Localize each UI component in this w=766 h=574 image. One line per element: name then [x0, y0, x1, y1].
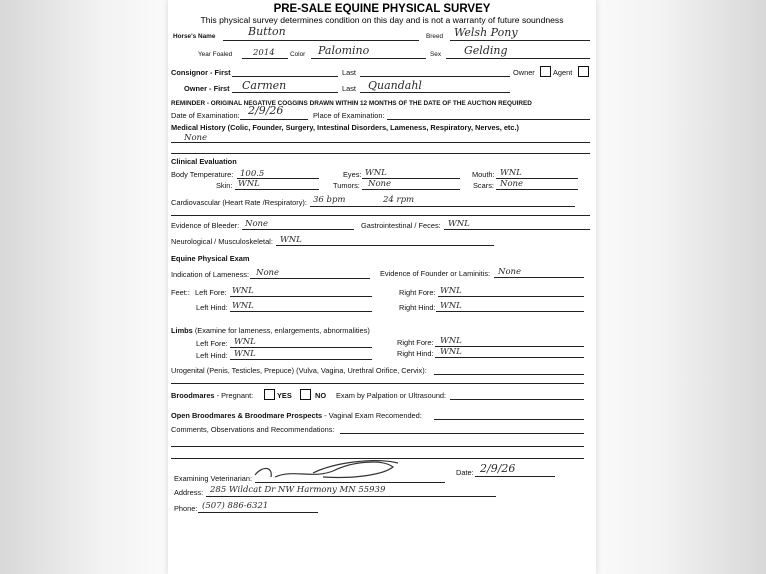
body-temp-label: Body Temperature:	[171, 170, 234, 179]
vaginal-exam-line	[434, 419, 584, 420]
limbs-label: Limbs	[171, 326, 193, 335]
limbs-right-fore-value: WNL	[440, 336, 462, 346]
color-label: Color	[290, 51, 306, 58]
address-value: 285 Wildcat Dr NW Harmony MN 55939	[210, 485, 386, 495]
sex-line	[446, 58, 590, 59]
skin-value: WNL	[238, 179, 260, 189]
breed-label: Breed	[426, 33, 444, 40]
broodmares-label: Broodmares	[171, 391, 215, 400]
owner-last-line	[360, 92, 510, 93]
date-of-exam-line	[240, 119, 308, 120]
skin-label: Skin:	[216, 181, 233, 190]
owner-checkbox[interactable]	[540, 66, 551, 77]
feet-right-fore-label: Right Fore:	[399, 288, 436, 297]
breed-value: Welsh Pony	[454, 26, 518, 39]
comments-label: Comments, Observations and Recommendations:	[171, 425, 335, 434]
cardio-label: Cardiovascular (Heart Rate /Respiratory):	[171, 198, 307, 207]
agent-checkbox-label: Agent	[553, 68, 573, 77]
gastro-label: Gastrointestinal / Feces:	[361, 221, 441, 230]
founder-label: Evidence of Founder or Laminitis:	[380, 269, 491, 278]
owner-first-value: Carmen	[242, 79, 287, 92]
owner-first-label: Owner - First	[184, 84, 230, 93]
vet-signature-image	[253, 455, 403, 485]
heart-rate-value: 36 bpm	[313, 195, 346, 205]
coggins-reminder: REMINDER - ORIGINAL NEGATIVE COGGINS DRAWN WITHIN 12 MONTHS OF THE DATE OF THE AUCTION REQUIRED	[171, 100, 532, 107]
comments-line-2	[171, 446, 584, 447]
address-label: Address:	[174, 488, 204, 497]
gastro-value: WNL	[448, 219, 470, 229]
examining-vet-label: Examining Veterinarian:	[174, 474, 253, 483]
clinical-evaluation-heading: Clinical Evaluation	[171, 157, 237, 166]
open-broodmares-label: Open Broodmares & Broodmare Prospects	[171, 411, 323, 420]
limbs-left-hind-label: Left Hind:	[196, 351, 228, 360]
medical-history-label: Medical History (Colic, Founder, Surgery, Intestinal Disorders, Lameness, Respiratory, Nerves, etc.)	[171, 123, 520, 132]
horse-name-line	[223, 40, 419, 41]
feet-right-hind-label: Right Hind:	[399, 303, 436, 312]
feet-left-fore-value: WNL	[232, 286, 254, 296]
feet-left-hind-label: Left Hind:	[196, 303, 228, 312]
survey-form-sheet	[168, 0, 596, 574]
limbs-right-hind-value: WNL	[440, 347, 462, 357]
sex-label: Sex	[430, 51, 442, 58]
mouth-label: Mouth:	[472, 170, 495, 179]
year-foaled-label: Year Foaled	[198, 51, 233, 58]
limbs-left-hind-value: WNL	[234, 349, 256, 359]
bleeder-value: None	[245, 219, 269, 229]
cardio-line-2	[171, 215, 590, 216]
open-broodmares-row	[171, 411, 422, 420]
medical-history-line-1	[171, 142, 590, 143]
eyes-label: Eyes:	[343, 170, 362, 179]
form-subtitle: This physical survey determines condition on this day and is not a warranty of future soundness	[200, 15, 564, 25]
urogenital-line-2	[171, 383, 584, 384]
limbs-right-fore-label: Right Fore:	[397, 338, 434, 347]
date-of-exam-label: Date of Examination:	[171, 111, 240, 120]
consignor-first-line	[232, 76, 338, 77]
medical-history-line-2	[171, 153, 590, 154]
feet-label: Feet::	[171, 288, 190, 297]
lameness-label: Indication of Lameness:	[171, 270, 250, 279]
pregnant-yes-checkbox[interactable]	[264, 389, 275, 400]
pregnant-label: - Pregnant:	[216, 391, 254, 400]
equine-exam-heading: Equine Physical Exam	[171, 254, 250, 263]
agent-checkbox[interactable]	[578, 66, 589, 77]
eyes-value: WNL	[365, 168, 387, 178]
neuro-line	[276, 245, 494, 246]
consignor-last-label: Last	[342, 68, 356, 77]
body-temp-value: 100.5	[240, 169, 265, 179]
phone-line	[198, 512, 318, 513]
neuro-value: WNL	[280, 235, 302, 245]
place-of-exam-label: Place of Examination:	[313, 111, 385, 120]
limbs-note: (Examine for lameness, enlargements, abnormalities)	[194, 326, 370, 335]
sex-value: Gelding	[464, 44, 508, 57]
urogenital-label: Urogenital (Penis, Testicles, Prepuce) (Vulva, Vagina, Urethral Orifice, Cervix):	[171, 366, 427, 375]
urogenital-line	[434, 374, 584, 375]
pregnant-yes-label: YES	[277, 391, 292, 400]
feet-left-fore-label: Left Fore:	[195, 288, 227, 297]
comments-line-1	[340, 433, 584, 434]
owner-last-label: Last	[342, 84, 356, 93]
tumors-label: Tumors:	[333, 181, 360, 190]
horse-name-label: Horse's Name	[173, 33, 216, 40]
exam-by-label: Exam by Palpation or Ultrasound:	[336, 391, 447, 400]
mouth-value: WNL	[500, 168, 522, 178]
color-value: Palomino	[318, 44, 370, 57]
place-of-exam-line	[387, 119, 590, 120]
owner-first-line	[232, 92, 338, 93]
scars-value: None	[500, 179, 524, 189]
owner-checkbox-label: Owner	[513, 68, 535, 77]
vaginal-exam-label: - Vaginal Exam Recomended:	[324, 411, 422, 420]
limbs-right-hind-label: Right Hind:	[397, 349, 434, 358]
year-foaled-value: 2014	[253, 48, 275, 58]
vet-date-line	[475, 476, 555, 477]
bleeder-label: Evidence of Bleeder:	[171, 221, 240, 230]
address-line	[206, 496, 496, 497]
breed-line	[450, 40, 590, 41]
cardio-line	[310, 206, 575, 207]
form-title: PRE-SALE EQUINE PHYSICAL SURVEY	[273, 3, 491, 15]
limbs-heading-row	[171, 326, 370, 335]
owner-last-value: Quandahl	[368, 79, 422, 92]
founder-value: None	[498, 267, 522, 277]
date-of-exam-value: 2/9/26	[248, 104, 284, 117]
consignor-last-line	[360, 76, 510, 77]
respiratory-value: 24 rpm	[383, 195, 415, 205]
pregnant-no-label: NO	[315, 391, 327, 400]
feet-right-hind-value: WNL	[440, 301, 462, 311]
vet-date-value: 2/9/26	[480, 462, 516, 475]
feet-right-fore-value: WNL	[440, 286, 462, 296]
vet-date-label: Date:	[456, 468, 474, 477]
color-line	[311, 58, 426, 59]
broodmares-row	[171, 391, 253, 400]
lameness-value: None	[256, 268, 280, 278]
scars-label: Scars:	[473, 181, 494, 190]
background-right	[596, 0, 766, 574]
limbs-left-fore-value: WNL	[234, 337, 256, 347]
phone-value: (507) 886-6321	[202, 501, 269, 511]
consignor-first-label: Consignor - First	[171, 68, 231, 77]
phone-label: Phone:	[174, 504, 198, 513]
background-left	[0, 0, 168, 574]
feet-left-hind-value: WNL	[232, 301, 254, 311]
exam-by-line	[450, 399, 584, 400]
pregnant-no-checkbox[interactable]	[300, 389, 311, 400]
horse-name-value: Button	[248, 25, 286, 38]
neuro-label: Neurological / Musculoskeletal:	[171, 237, 273, 246]
limbs-left-fore-label: Left Fore:	[196, 339, 228, 348]
medical-history-value: None	[184, 133, 208, 143]
tumors-value: None	[368, 179, 392, 189]
